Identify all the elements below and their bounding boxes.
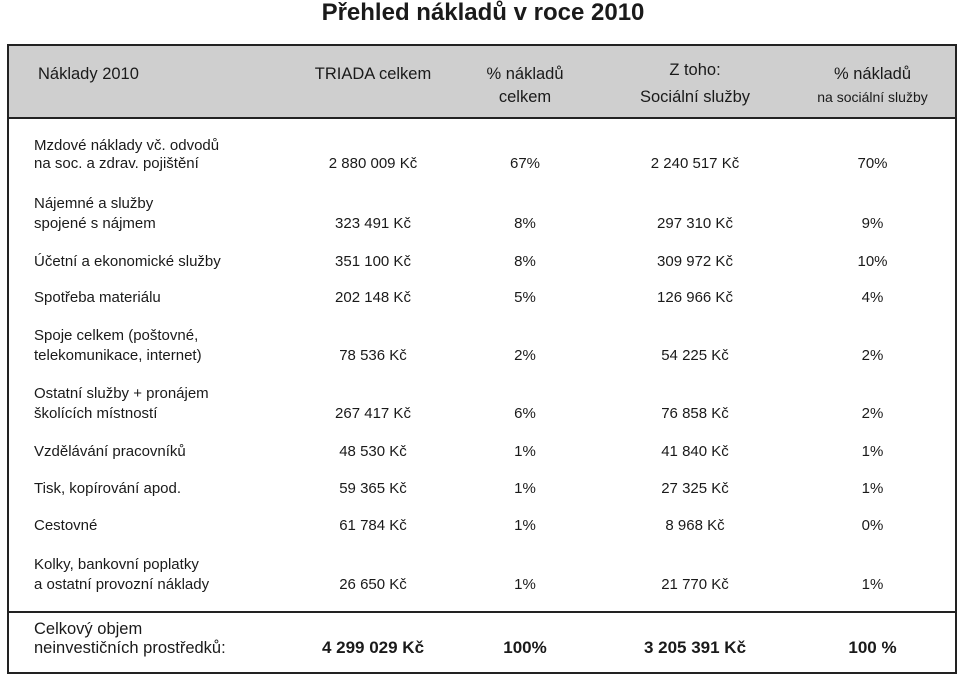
row-pct-social-kolky: 1% bbox=[861, 576, 884, 593]
row-social-spotreba: 126 966 Kč bbox=[657, 289, 733, 306]
row-social-tisk: 27 325 Kč bbox=[661, 480, 729, 497]
row-triada-spoje: 78 536 Kč bbox=[339, 347, 407, 364]
row-pct-najemne: 8% bbox=[514, 215, 536, 232]
row-label-vzdelavani: Vzdělávání pracovníků bbox=[34, 443, 186, 460]
row-pct-cestovne: 1% bbox=[514, 517, 536, 534]
total-pct: 100% bbox=[503, 638, 547, 657]
row-label-kolky-line2: a ostatní provozní náklady bbox=[34, 576, 210, 593]
row-triada-najemne: 323 491 Kč bbox=[335, 215, 411, 232]
header-triada: TRIADA celkem bbox=[314, 65, 432, 83]
page-title: Přehled nákladů v roce 2010 bbox=[321, 0, 645, 26]
row-social-mzdove: 2 240 517 Kč bbox=[650, 155, 740, 172]
total-label-line1: Celkový objem bbox=[34, 620, 143, 638]
header-pct-social-line2: na sociální služby bbox=[817, 89, 928, 105]
row-pct-social-spotreba: 4% bbox=[861, 289, 884, 306]
row-pct-social-ostatni: 2% bbox=[861, 405, 884, 422]
row-pct-spoje: 2% bbox=[514, 347, 536, 364]
total-pct-social: 100 % bbox=[848, 638, 897, 657]
row-label-mzdove-line2: na soc. a zdrav. pojištění bbox=[34, 155, 199, 172]
row-label-mzdove-line1: Mzdové náklady vč. odvodů bbox=[34, 137, 220, 154]
row-label-kolky-line1: Kolky, bankovní poplatky bbox=[34, 556, 199, 573]
header-social-line2: Sociální služby bbox=[639, 88, 751, 106]
header-pct-social-line1: % nákladů bbox=[833, 65, 912, 83]
row-label-tisk: Tisk, kopírování apod. bbox=[34, 480, 182, 497]
row-social-kolky: 21 770 Kč bbox=[661, 576, 729, 593]
row-pct-ostatni: 6% bbox=[514, 405, 536, 422]
row-triada-ostatni: 267 417 Kč bbox=[335, 405, 411, 422]
header-label: Náklady 2010 bbox=[38, 65, 139, 83]
row-pct-mzdove: 67% bbox=[509, 155, 541, 172]
row-pct-kolky: 1% bbox=[514, 576, 536, 593]
row-triada-kolky: 26 650 Kč bbox=[339, 576, 407, 593]
row-label-ostatni-line2: školících místností bbox=[34, 405, 158, 422]
row-label-spoje-line2: telekomunikace, internet) bbox=[34, 347, 202, 364]
total-social: 3 205 391 Kč bbox=[643, 638, 747, 657]
row-pct-social-najemne: 9% bbox=[861, 215, 884, 232]
row-pct-social-cestovne: 0% bbox=[861, 517, 884, 534]
total-triada: 4 299 029 Kč bbox=[321, 638, 425, 657]
row-social-cestovne: 8 968 Kč bbox=[665, 517, 725, 534]
row-triada-ucetni: 351 100 Kč bbox=[335, 253, 411, 270]
row-triada-spotreba: 202 148 Kč bbox=[335, 289, 411, 306]
row-label-najemne-line2: spojené s nájmem bbox=[34, 215, 156, 232]
row-label-spotreba: Spotřeba materiálu bbox=[34, 289, 161, 306]
row-label-najemne-line1: Nájemné a služby bbox=[34, 195, 154, 212]
row-triada-vzdelavani: 48 530 Kč bbox=[339, 443, 407, 460]
total-label-line2: neinvestičních prostředků: bbox=[34, 639, 226, 657]
row-pct-social-vzdelavani: 1% bbox=[861, 443, 884, 460]
row-pct-ucetni: 8% bbox=[514, 253, 536, 270]
row-social-ostatni: 76 858 Kč bbox=[661, 405, 729, 422]
row-pct-social-spoje: 2% bbox=[861, 347, 884, 364]
row-pct-spotreba: 5% bbox=[514, 289, 536, 306]
row-triada-tisk: 59 365 Kč bbox=[339, 480, 407, 497]
row-social-ucetni: 309 972 Kč bbox=[657, 253, 733, 270]
header-pct-line1: % nákladů bbox=[486, 65, 564, 83]
row-label-cestovne: Cestovné bbox=[34, 517, 98, 534]
row-pct-social-ucetni: 10% bbox=[857, 253, 888, 270]
header-social-line1: Z toho: bbox=[669, 61, 721, 79]
row-pct-social-tisk: 1% bbox=[861, 480, 884, 497]
total-divider bbox=[9, 611, 955, 613]
row-label-spoje-line1: Spoje celkem (poštovné, bbox=[34, 327, 199, 344]
row-label-ostatni-line1: Ostatní služby + pronájem bbox=[34, 385, 209, 402]
row-triada-mzdove: 2 880 009 Kč bbox=[328, 155, 418, 172]
row-label-ucetni: Účetní a ekonomické služby bbox=[34, 253, 221, 270]
row-triada-cestovne: 61 784 Kč bbox=[339, 517, 407, 534]
header-pct-line2: celkem bbox=[498, 88, 552, 106]
row-pct-social-mzdove: 70% bbox=[857, 155, 888, 172]
row-pct-vzdelavani: 1% bbox=[514, 443, 536, 460]
row-social-vzdelavani: 41 840 Kč bbox=[661, 443, 729, 460]
row-pct-tisk: 1% bbox=[514, 480, 536, 497]
row-social-spoje: 54 225 Kč bbox=[661, 347, 729, 364]
row-social-najemne: 297 310 Kč bbox=[657, 215, 733, 232]
